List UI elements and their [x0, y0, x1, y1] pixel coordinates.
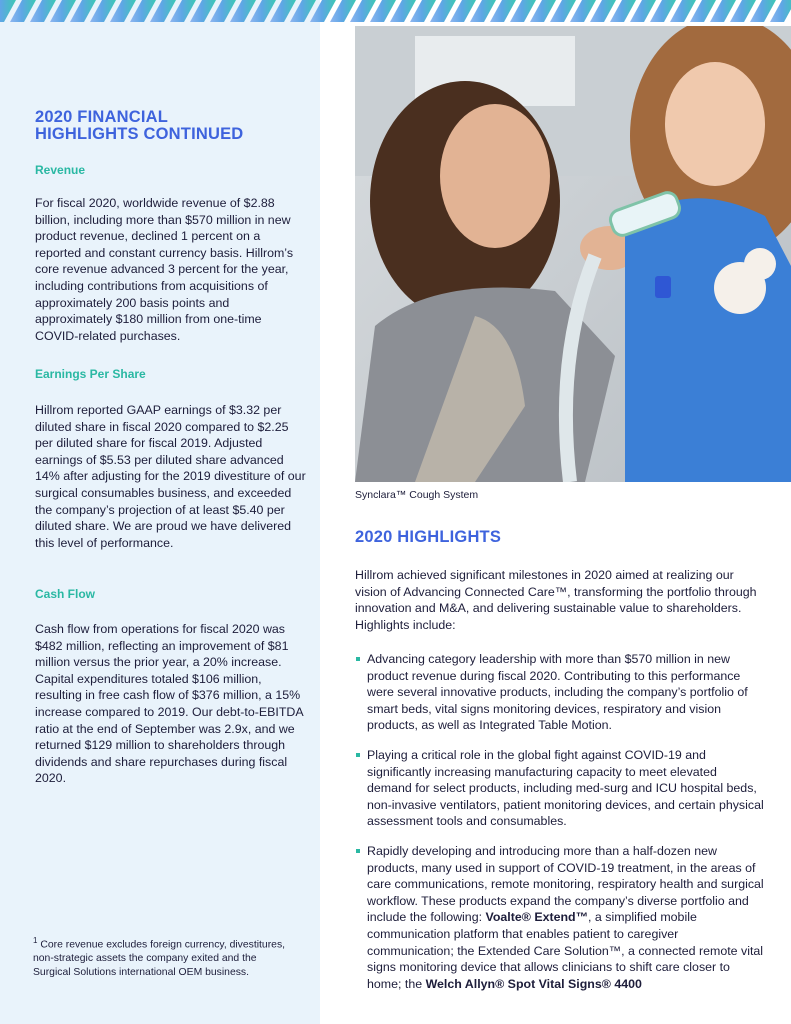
voalte-extend-name: Voalte® Extend™: [485, 910, 589, 925]
cash-flow-paragraph: Cash flow from operations for fiscal 2020 was $482 million, reflecting an improvement of $81 million versus the prior year, a 20% increase. Capital expenditures totaled $106 million, resulting in free cash flow of $376 million, a 15% increase compared to 2019. Our debt-to-EBITDA ratio at the end of September was 2.9x, and we returned $129 million to shareholders through dividends and share repurchases during fiscal 2020.: [35, 622, 303, 786]
highlights-list: [355, 651, 765, 1005]
highlight-item: [355, 843, 765, 992]
title-line-1: 2020 FINANCIAL: [35, 108, 168, 126]
bullet3-text-2: , a simplified mobile communication platform that enables patient to caregiver communication; the Extended Care Solution™, a connected remote vital signs monitoring device that allows clinicians to shift care closer to home; the: [367, 910, 764, 991]
highlight-item: Advancing category leadership with more than $570 million in new product revenue during fiscal 2020. Contributing to this performance were several innovative products, including the company’s portfolio of smart beds, vital signs monitoring devices, respiratory and vision products, as well as Integrated Table Motion.: [355, 651, 765, 734]
cash-flow-heading: Cash Flow: [35, 587, 96, 601]
decorative-header-band: [0, 0, 791, 26]
revenue-heading: Revenue: [35, 163, 86, 177]
highlight-item: Playing a critical role in the global fight against COVID-19 and significantly increasing manufacturing capacity to meet elevated demand for select products, including med-surg and ICU hospital beds, non-invasive ventilators, patient monitoring devices, and certain physical assessment tools and consumables.: [355, 747, 765, 830]
revenue-paragraph: For fiscal 2020, worldwide revenue of $2.88 billion, including more than $570 million in new product revenue, declined 1 percent on a reported and constant currency basis. Hillrom’s core revenue advanced 3 percent for the year, including contributions from acquisitions of approximately 200 basis points and approximately $180 million from one-time COVID-related purchases.: [35, 196, 294, 343]
footnote: [33, 934, 295, 980]
highlights-intro: Hillrom achieved significant milestones in 2020 aimed at realizing our vision of Advancing Connected Care™, transforming the portfolio through innovation and M&A, and delivering sustainable value to shareholders. Highlights include:: [355, 568, 757, 632]
footnote-text: Core revenue excludes foreign currency, divestitures, non-strategic assets the company exited and the Surgical Solutions international OEM business.: [33, 939, 286, 979]
footnote-mark: 1: [33, 936, 38, 945]
bullet3-text-1: Rapidly developing and introducing more than a half-dozen new products, many used in support of COVID-19 treatment, in the areas of care communications, remote monitoring, respiratory health and surgical workflow. These products expand the company’s diverse portfolio and include the following:: [367, 843, 764, 925]
title-line-2: HIGHLIGHTS CONTINUED: [35, 125, 244, 143]
highlights-title: 2020 HIGHLIGHTS: [355, 528, 502, 546]
eps-paragraph: Hillrom reported GAAP earnings of $3.32 per diluted share in fiscal 2020 compared to $2.25 per diluted share for fiscal 2019. Adjusted earnings of $5.53 per diluted share advanced 14% after adjusting for the 2019 divestiture of our surgical consumables business, and exceeded the company’s projection of at least $5.40 per diluted share. We are proud we have delivered this level of performance.: [35, 403, 306, 550]
patient-care-photo: [355, 26, 791, 482]
financial-highlights-title: [35, 109, 305, 143]
photo-caption: Synclara™ Cough System: [355, 489, 479, 501]
welch-allyn-product-name: Welch Allyn® Spot Vital Signs® 4400: [425, 976, 642, 991]
eps-heading: Earnings Per Share: [35, 367, 146, 381]
